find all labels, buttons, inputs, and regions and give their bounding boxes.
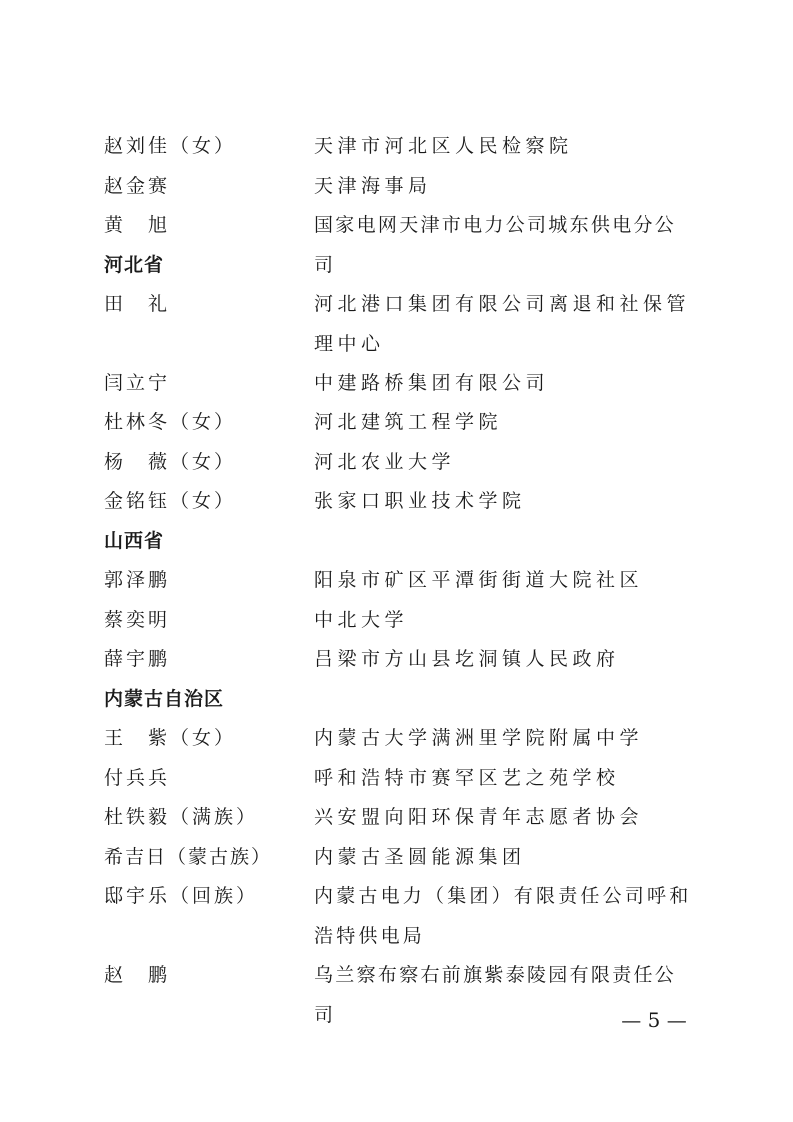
person-unit: 河北建筑工程学院 bbox=[314, 411, 503, 433]
person-name: 赵 鹏 bbox=[104, 964, 171, 986]
province-heading: 山西省 bbox=[104, 530, 165, 552]
list-item bbox=[104, 284, 704, 364]
list-item bbox=[104, 442, 704, 482]
person-unit: 天津市河北区人民检察院 bbox=[314, 135, 573, 157]
list-item bbox=[104, 758, 704, 798]
list-item bbox=[104, 560, 704, 600]
person-name: 薛宇鹏 bbox=[104, 648, 171, 670]
person-unit: 天津海事局 bbox=[314, 175, 432, 197]
person-unit: 内蒙古大学满洲里学院附属中学 bbox=[314, 727, 644, 749]
person-name: 黄 旭 bbox=[104, 214, 171, 236]
list-item bbox=[104, 797, 704, 837]
person-name: 王 紫（女） bbox=[104, 727, 237, 749]
page-number: — 5 — bbox=[621, 1008, 687, 1032]
person-unit: 兴安盟向阳环保青年志愿者协会 bbox=[314, 806, 644, 828]
person-unit: 内蒙古圣圆能源集团 bbox=[314, 846, 526, 868]
person-name: 金铭钰（女） bbox=[104, 490, 237, 512]
person-name: 杜林冬（女） bbox=[104, 411, 237, 433]
person-name: 希吉日（蒙古族） bbox=[104, 846, 273, 868]
person-name: 付兵兵 bbox=[104, 767, 171, 789]
list-item bbox=[104, 837, 704, 877]
person-unit: 河北农业大学 bbox=[314, 451, 456, 473]
person-name: 田 礼 bbox=[104, 293, 171, 315]
person-name: 邸宇乐（回族） bbox=[104, 885, 259, 907]
person-name: 赵金赛 bbox=[104, 175, 171, 197]
list-item bbox=[104, 639, 704, 679]
person-name: 赵刘佳（女） bbox=[104, 135, 237, 157]
person-unit: 中北大学 bbox=[314, 609, 409, 631]
list-item bbox=[104, 876, 704, 956]
person-unit: 阳泉市矿区平潭街街道大院社区 bbox=[314, 569, 644, 591]
person-unit: 国家电网天津市电力公司城东供电分公司 bbox=[314, 214, 677, 276]
person-name: 杨 薇（女） bbox=[104, 451, 237, 473]
person-unit: 呼和浩特市赛罕区艺之苑学校 bbox=[314, 767, 620, 789]
person-unit: 张家口职业技术学院 bbox=[314, 490, 526, 512]
list-item bbox=[104, 600, 704, 640]
list-item bbox=[104, 402, 704, 442]
person-unit: 内蒙古电力（集团）有限责任公司呼和浩特供电局 bbox=[314, 885, 692, 947]
person-unit: 吕梁市方山县圪洞镇人民政府 bbox=[314, 648, 620, 670]
person-name: 杜铁毅（满族） bbox=[104, 806, 259, 828]
list-item bbox=[104, 955, 704, 1026]
list-item bbox=[104, 166, 704, 206]
person-name: 郭泽鹏 bbox=[104, 569, 171, 591]
province-heading: 河北省 bbox=[104, 254, 165, 276]
person-unit: 河北港口集团有限公司离退和社保管理中心 bbox=[314, 293, 691, 355]
person-unit: 乌兰察布察右前旗紫泰陵园有限责任公司 bbox=[314, 964, 677, 1026]
province-heading: 内蒙古自治区 bbox=[104, 688, 225, 710]
list-item bbox=[104, 126, 704, 166]
person-name: 蔡奕明 bbox=[104, 609, 171, 631]
list-item bbox=[104, 481, 704, 521]
list-item bbox=[104, 718, 704, 758]
person-unit: 中建路桥集团有限公司 bbox=[314, 372, 550, 394]
list-item bbox=[104, 363, 704, 403]
person-name: 闫立宁 bbox=[104, 372, 171, 394]
